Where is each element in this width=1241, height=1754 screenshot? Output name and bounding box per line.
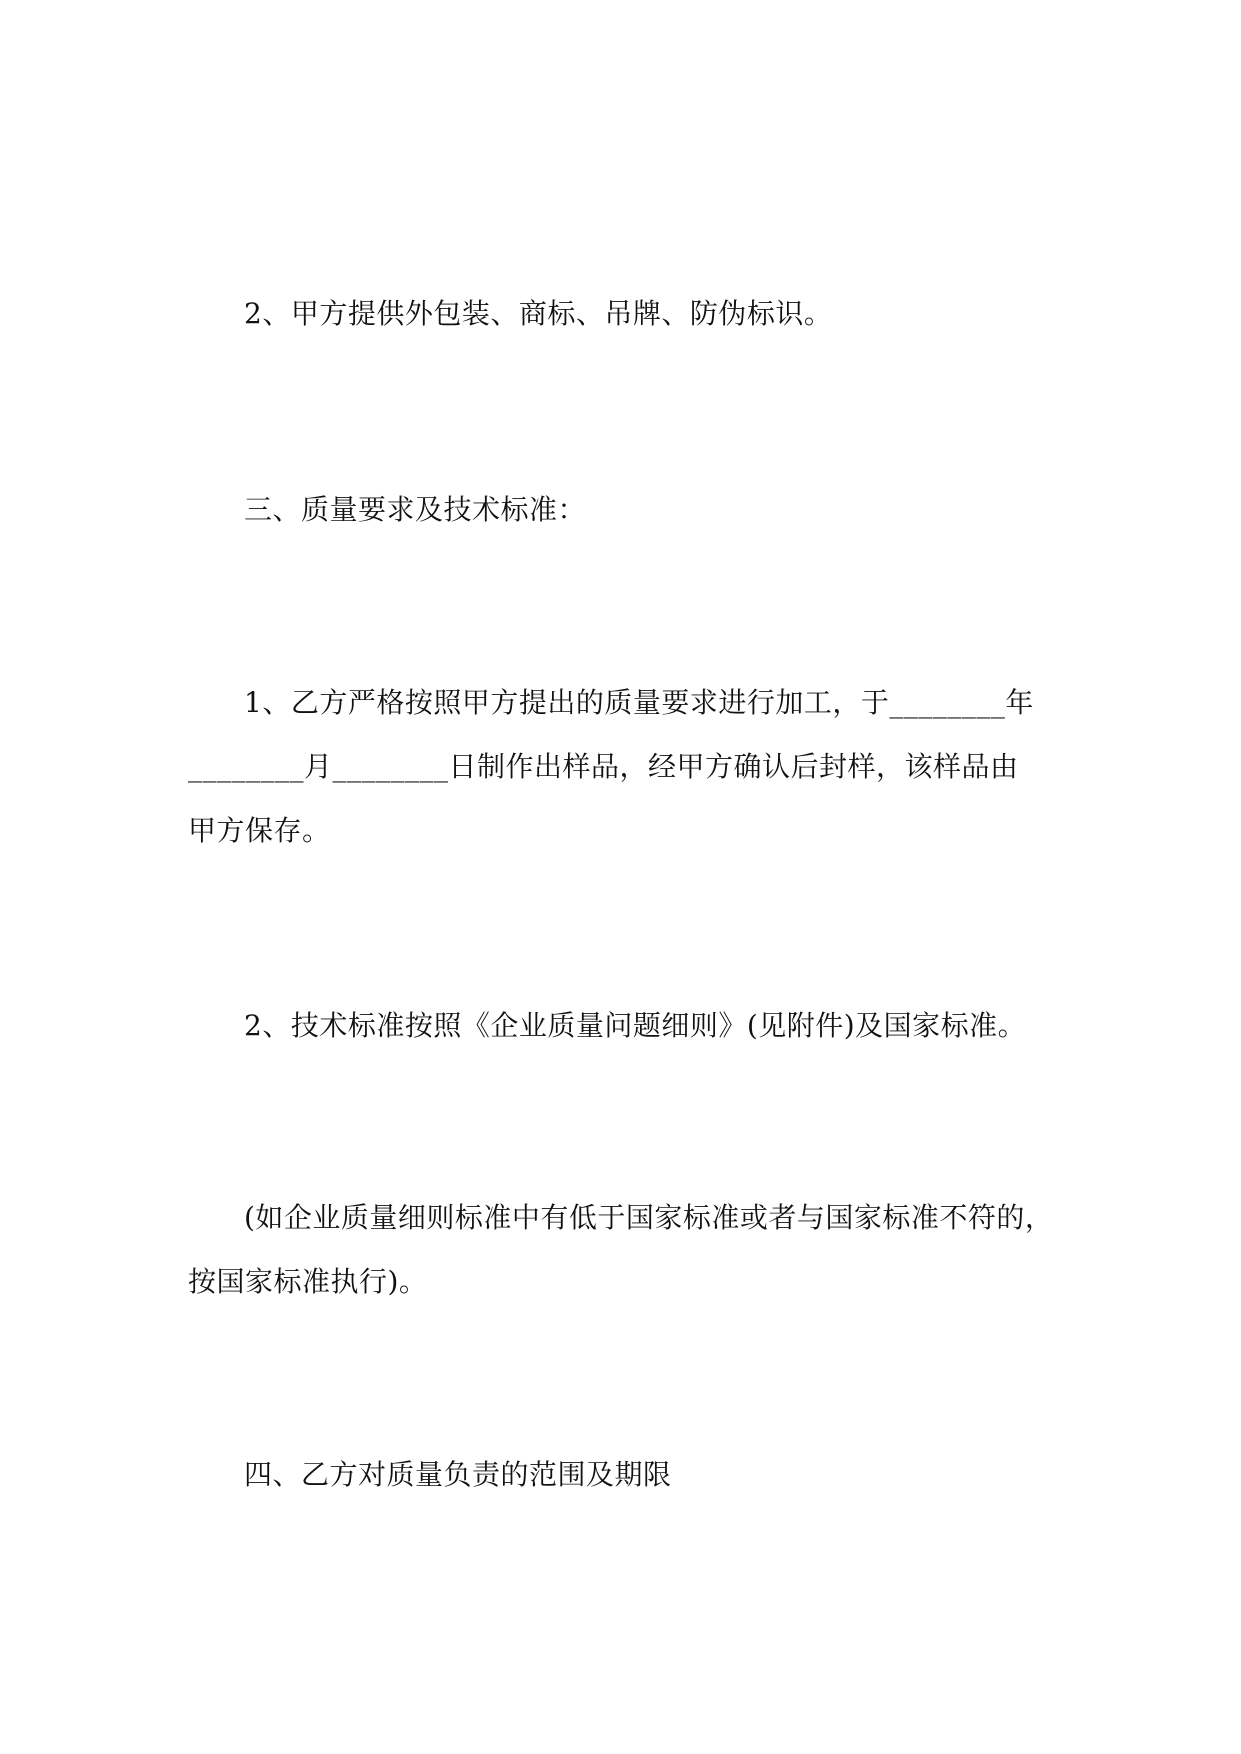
paragraph-national-standard-note [188, 1186, 1058, 1314]
paragraph-technical-standards: 2、技术标准按照《企业质量问题细则》(见附件)及国家标准。 [244, 1009, 1027, 1042]
sample-requirements-line-3: 甲方保存。 [188, 814, 331, 847]
national-standard-note-line-2: 按国家标准执行)。 [188, 1265, 428, 1298]
section-heading-quality-standards: 三、质量要求及技术标准： [244, 493, 587, 526]
section-heading-responsibility: 四、乙方对质量负责的范围及期限 [244, 1458, 672, 1491]
national-standard-note-line-1: (如企业质量细则标准中有低于国家标准或者与国家标准不符的， [244, 1201, 1054, 1234]
sample-requirements-line-1: 1、乙方严格按照甲方提出的质量要求进行加工，于________年 [244, 686, 1034, 719]
sample-requirements-line-2: ________月________日制作出样品，经甲方确认后封样，该样品由 [188, 750, 1019, 783]
paragraph-packaging: 2、甲方提供外包装、商标、吊牌、防伪标识。 [244, 297, 833, 330]
paragraph-sample-requirements [188, 671, 1058, 863]
